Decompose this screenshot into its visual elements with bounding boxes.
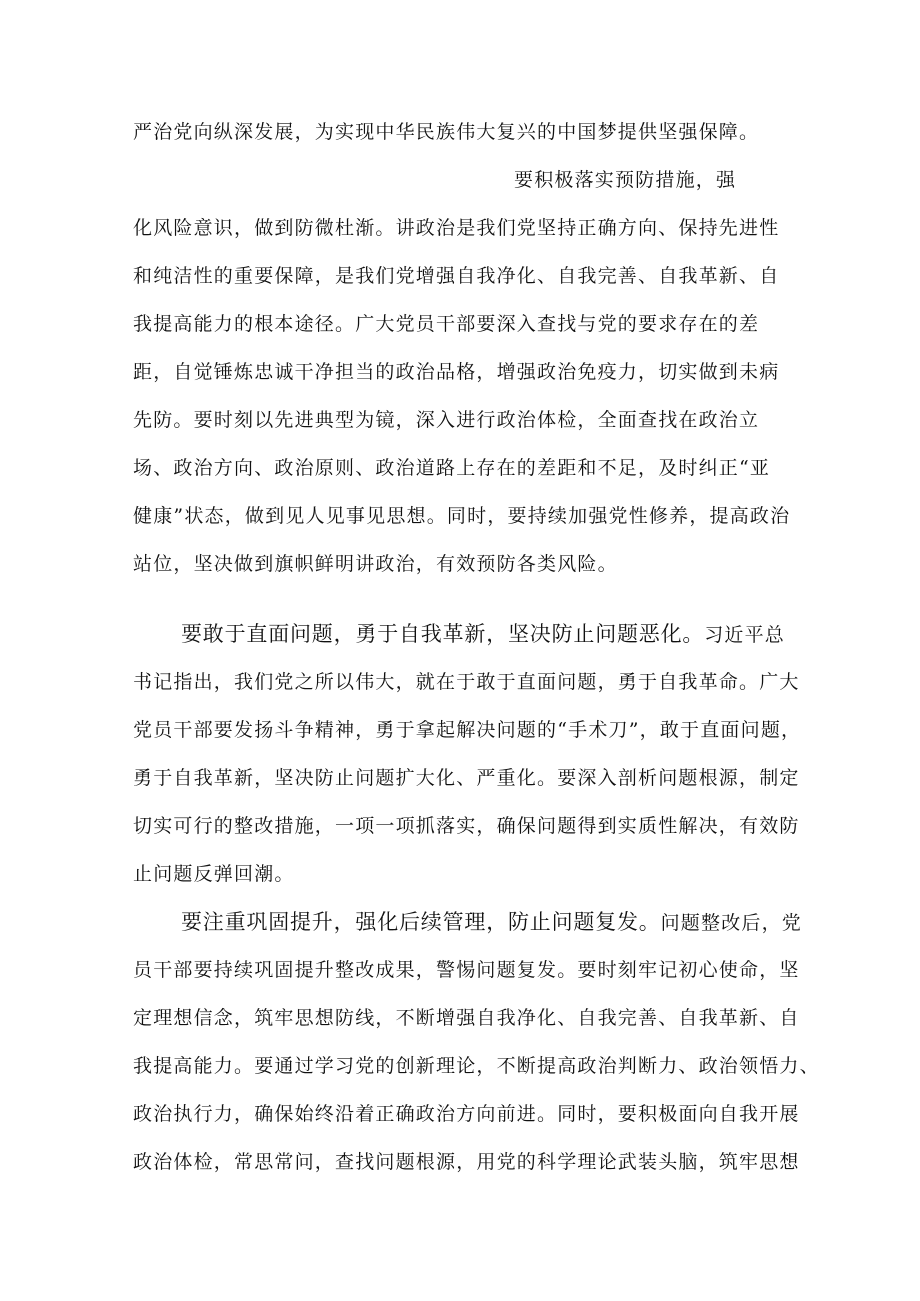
text-line: 勇于自我革新，坚决防止问题扩大化、严重化。要深入剖析问题根源，制定 [133, 767, 800, 789]
text-line: 员干部要持续巩固提升整改成果，警惕问题复发。要时刻牢记初心使命，坚 [133, 959, 800, 981]
text-line: 健康”状态，做到见人见事见思想。同时，要持续加强党性修养，提高政治 [133, 505, 791, 527]
text-line: 要积极落实预防措施，强 [514, 169, 737, 191]
text-line: 止问题反弹回潮。 [133, 863, 295, 885]
text-line: 严治党向纵深发展，为实现中华民族伟大复兴的中国梦提供坚强保障。 [133, 121, 760, 143]
text-line: 党员干部要发扬斗争精神，勇于拿起解决问题的“手术刀”，敢于直面问题， [133, 719, 802, 741]
text-line: 距，自觉锤炼忠诚干净担当的政治品格，增强政治免疫力，切实做到未病 [133, 361, 780, 383]
text-line: 和纯洁性的重要保障，是我们党增强自我净化、自我完善、自我革新、自 [133, 265, 780, 287]
text-line: 场、政治方向、政治原则、政治道路上存在的差距和不足，及时纠正“亚 [133, 457, 771, 479]
text-line: 化风险意识，做到防微杜渐。讲政治是我们党坚持正确方向、保持先进性 [133, 217, 780, 239]
text-line: 书记指出，我们党之所以伟大，就在于敢于直面问题，勇于自我革命。广大 [133, 671, 800, 693]
text-line: 站位，坚决做到旗帜鲜明讲政治，有效预防各类风险。 [133, 553, 618, 575]
text-line: 定理想信念，筑牢思想防线，不断增强自我净化、自我完善、自我革新、自 [133, 1007, 800, 1029]
paragraph-heading: 要注重巩固提升，强化后续管理，防止问题复发。 [181, 910, 661, 934]
paragraph-heading: 要敢于直面问题，勇于自我革新，坚决防止问题恶化。 [181, 622, 705, 646]
text-line: 政治执行力，确保始终沿着正确政治方向前进。同时，要积极面向自我开展 [133, 1103, 800, 1125]
text-line: 我提高能力的根本途径。广大党员干部要深入查找与党的要求存在的差 [133, 313, 760, 335]
paragraph-heading-line [181, 910, 802, 935]
paragraph-text: 习近平总 [704, 624, 786, 646]
paragraph-heading-line [181, 622, 785, 647]
text-line: 先防。要时刻以先进典型为镜，深入进行政治体检，全面查找在政治立 [133, 409, 760, 431]
text-line: 政治体检，常思常问，查找问题根源，用党的科学理论武装头脑，筑牢思想 [133, 1151, 800, 1173]
text-line: 切实可行的整改措施，一项一项抓落实，确保问题得到实质性解决，有效防 [133, 815, 800, 837]
paragraph-text: 问题整改后，党 [660, 912, 803, 934]
text-line: 我提高能力。要通过学习党的创新理论，不断提高政治判断力、政治领悟力、 [133, 1055, 820, 1077]
